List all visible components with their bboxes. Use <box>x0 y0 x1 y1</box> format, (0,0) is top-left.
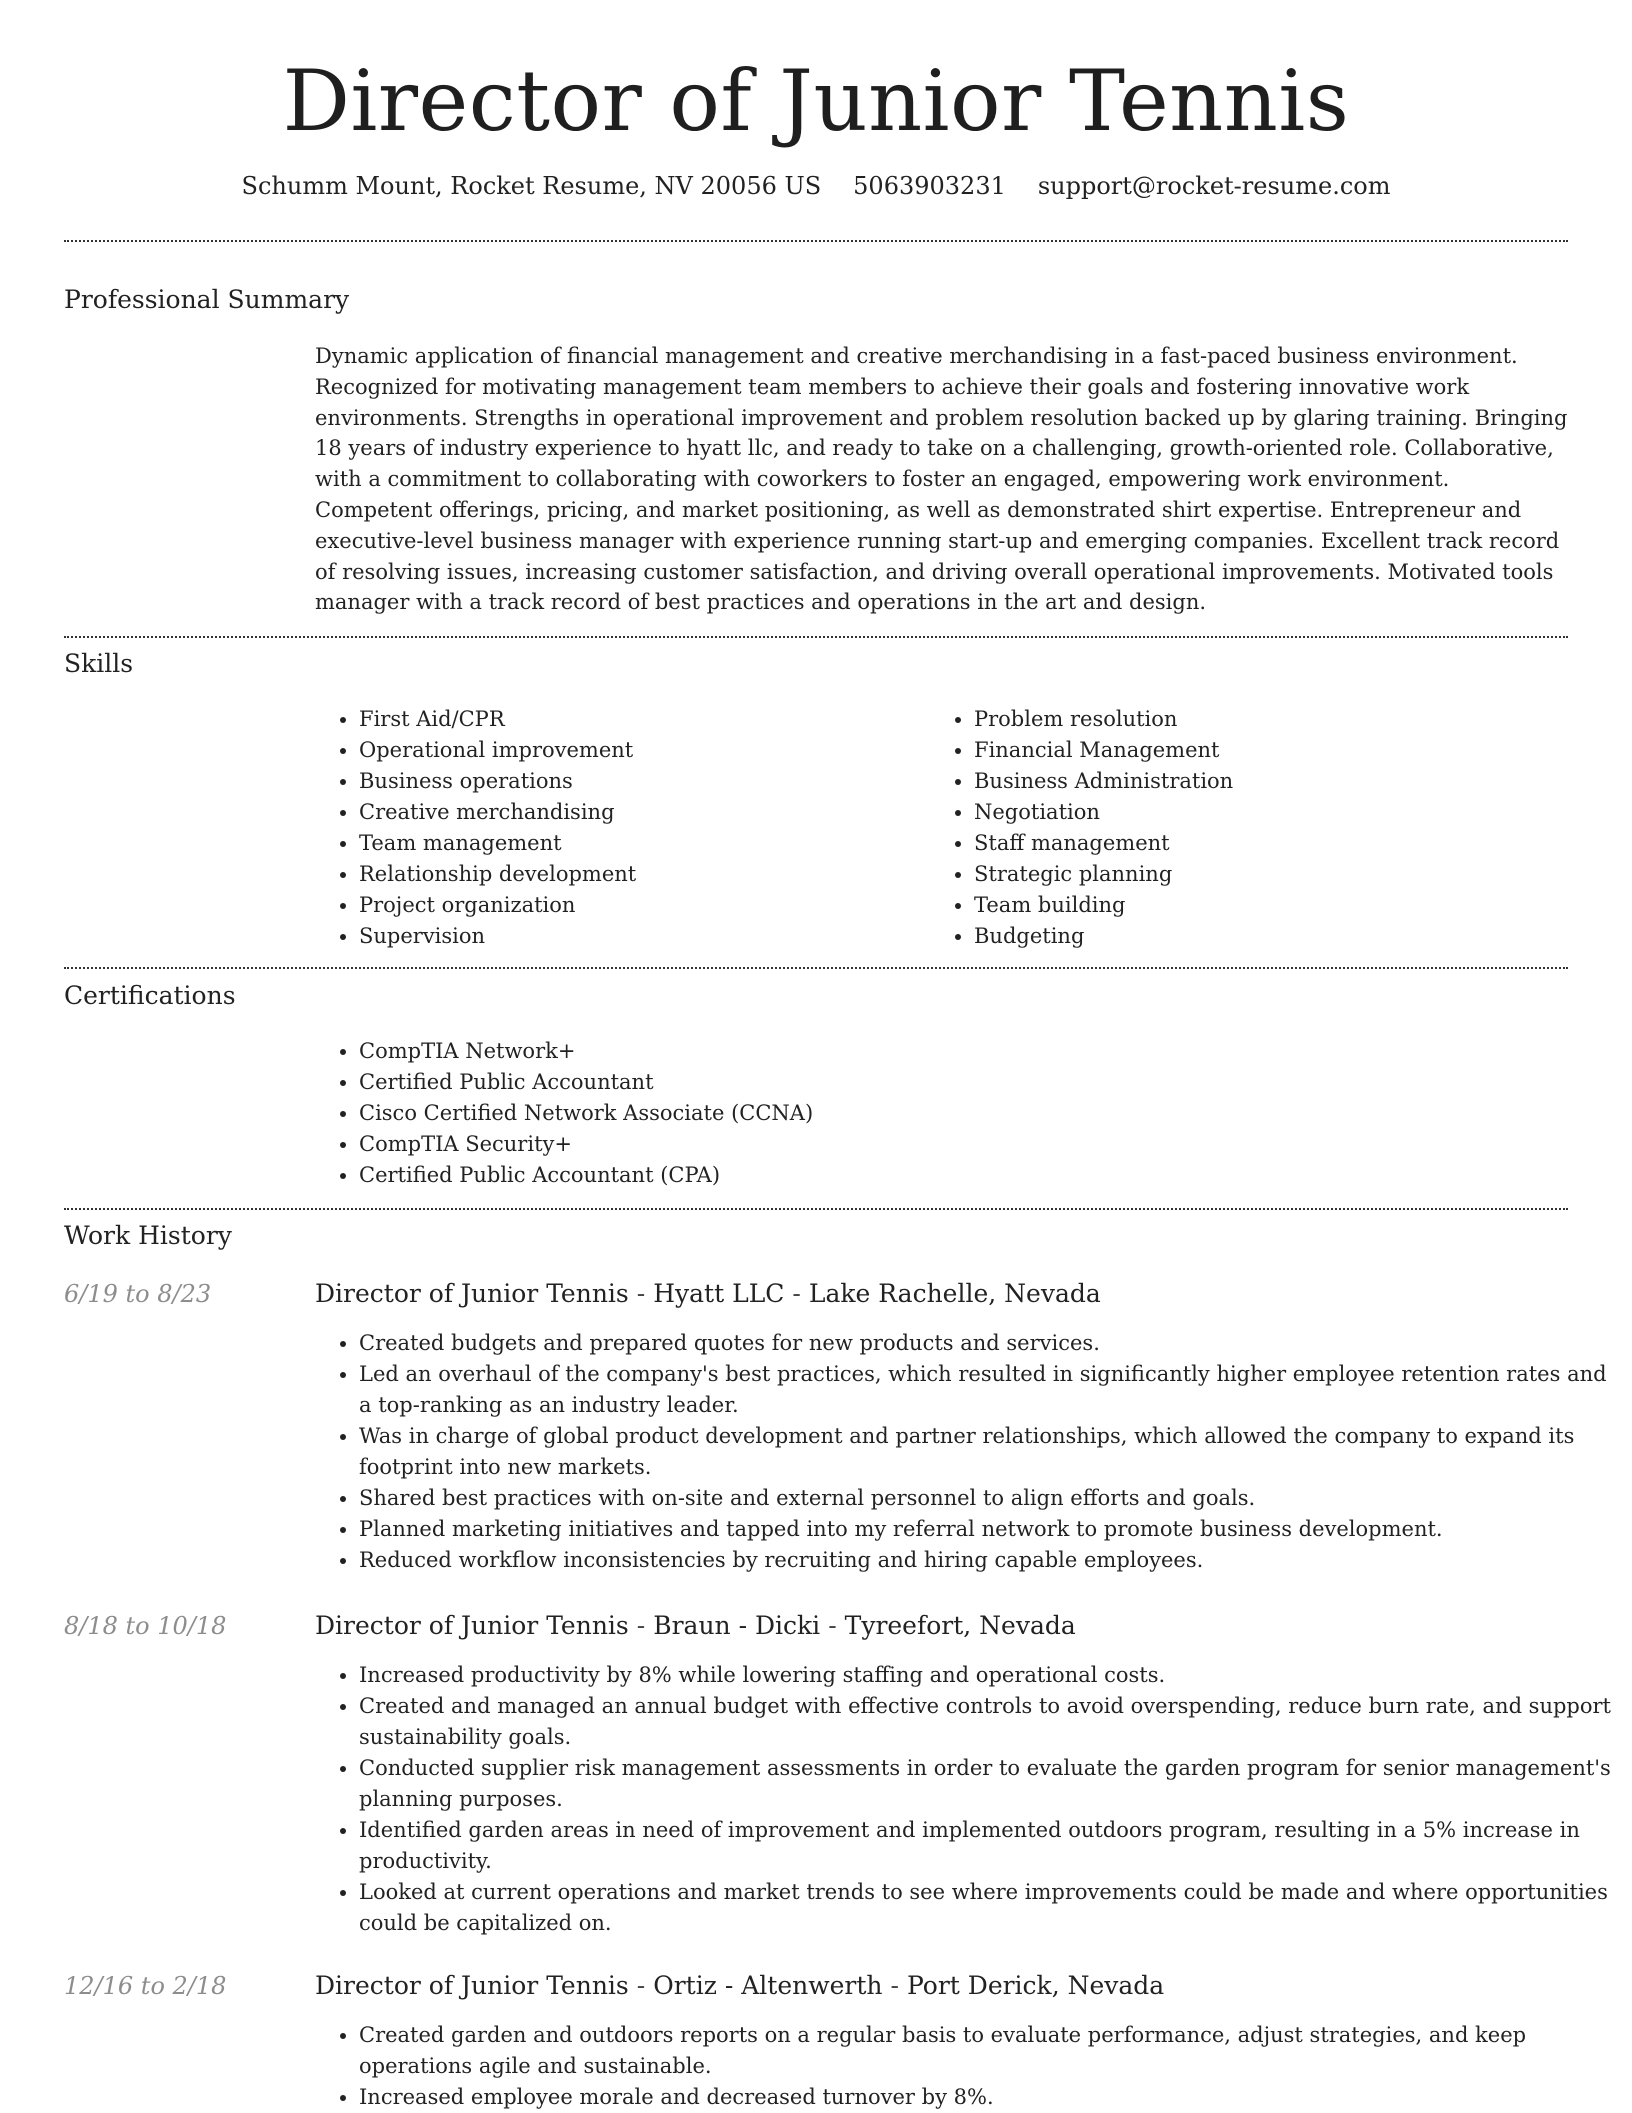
section-divider <box>64 967 1568 969</box>
certification-item: • CompTIA Network+ <box>359 1036 1559 1067</box>
job-location: Tyreefort, Nevada <box>844 1611 1076 1640</box>
section-divider <box>64 636 1568 638</box>
skill-item: • Strategic planning <box>974 859 1574 890</box>
resume-title: Director of Junior Tennis <box>282 52 1350 150</box>
job-bullet: • Increased employee morale and decreased turnover by 8%. <box>359 2082 1612 2113</box>
job-bullet: • Shared best practices with on-site and external personnel to align efforts and goals. <box>359 1483 1612 1514</box>
skill-item: • Project organization <box>359 890 919 921</box>
job-bullet: • Conducted supplier risk management assessments in order to evaluate the garden program for senior management's planning purposes. <box>359 1753 1612 1815</box>
skill-item: • Creative merchandising <box>359 797 919 828</box>
job-bullet: • Reduced workflow inconsistencies by recruiting and hiring capable employees. <box>359 1545 1612 1576</box>
certifications-heading: Certifications <box>64 981 236 1010</box>
skill-item: • Relationship development <box>359 859 919 890</box>
job-company: Braun - Dicki <box>653 1611 821 1640</box>
job-bullet: • Created and managed an annual budget with effective controls to avoid overspending, reduce burn rate, and support sustainability goals. <box>359 1691 1612 1753</box>
certification-item: • Certified Public Accountant (CPA) <box>359 1160 1559 1191</box>
skill-item: • Problem resolution <box>974 704 1574 735</box>
job-bullet: • Created garden and outdoors reports on a regular basis to evaluate performance, adjust strategies, and keep operations agile and sustainable. <box>359 2020 1612 2082</box>
job-company: Ortiz - Altenwerth <box>653 1971 883 2000</box>
job-heading: Director of Junior Tennis - Braun - Dicki - Tyreefort, Nevada <box>315 1611 1076 1640</box>
job-title: Director of Junior Tennis <box>315 1611 629 1640</box>
job-company: Hyatt LLC <box>653 1279 785 1308</box>
job-bullet: • Was in charge of global product development and partner relationships, which allowed the company to expand its footprint into new markets. <box>359 1421 1612 1483</box>
contact-phone: 5063903231 <box>853 172 1006 200</box>
certification-item: • Cisco Certified Network Associate (CCNA) <box>359 1098 1559 1129</box>
contact-email: support@rocket-resume.com <box>1037 172 1391 200</box>
certification-item: • CompTIA Security+ <box>359 1129 1559 1160</box>
skills-heading: Skills <box>64 649 134 678</box>
skill-item: • First Aid/CPR <box>359 704 919 735</box>
skill-item: • Business operations <box>359 766 919 797</box>
certification-item: • Certified Public Accountant <box>359 1067 1559 1098</box>
job-title: Director of Junior Tennis <box>315 1971 629 2000</box>
skills-list-right <box>930 704 1574 952</box>
skill-item: • Team management <box>359 828 919 859</box>
skill-item: • Financial Management <box>974 735 1574 766</box>
job-location: Port Derick, Nevada <box>906 1971 1165 2000</box>
skill-item: • Negotiation <box>974 797 1574 828</box>
skill-item: • Supervision <box>359 921 919 952</box>
summary-text: Dynamic application of financial management and creative merchandising in a fast-paced business environment. Recognized for motivating management team members to achieve their goals and fostering innovative work environments. Strengths in operational improvement and problem resolution backed up by glaring training. Bringing 18 years of industry experience to hyatt llc, and ready to take on a challenging, growth-oriented role. Collaborative, with a commitment to collaborating with coworkers to foster an engaged, empowering work environment. Competent offerings, pricing, and market positioning, as well as demonstrated shirt expertise. Entrepreneur and executive-level business manager with experience running start-up and emerging companies. Excellent track record of resolving issues, increasing customer satisfaction, and driving overall operational improvements. Motivated tools manager with a track record of best practices and operations in the art and design. <box>315 344 1568 615</box>
job-bullet: • Led an overhaul of the company's best practices, which resulted in significantly higher employee retention rates and a top-ranking as an industry leader. <box>359 1359 1612 1421</box>
job-bullet: • Planned marketing initiatives and tapped into my referral network to promote business development. <box>359 1514 1612 1545</box>
job-dates: 6/19 to 8/23 <box>64 1280 212 1308</box>
job-bullets <box>315 2020 1612 2113</box>
skill-item: • Budgeting <box>974 921 1574 952</box>
job-title: Director of Junior Tennis <box>315 1279 629 1308</box>
section-divider <box>64 240 1568 242</box>
job-bullet: • Looked at current operations and market trends to see where improvements could be made and where opportunities could be capitalized on. <box>359 1877 1612 1939</box>
job-bullet: • Increased productivity by 8% while lowering staffing and operational costs. <box>359 1660 1612 1691</box>
skill-item: • Team building <box>974 890 1574 921</box>
section-divider <box>64 1208 1568 1210</box>
job-bullet: • Identified garden areas in need of improvement and implemented outdoors program, resulting in a 5% increase in productivity. <box>359 1815 1612 1877</box>
job-heading: Director of Junior Tennis - Ortiz - Altenwerth - Port Derick, Nevada <box>315 1971 1165 2000</box>
job-heading: Director of Junior Tennis - Hyatt LLC - Lake Rachelle, Nevada <box>315 1279 1101 1308</box>
summary-heading: Professional Summary <box>64 285 350 314</box>
skill-item: • Staff management <box>974 828 1574 859</box>
work-history-heading: Work History <box>64 1221 232 1250</box>
contact-line <box>0 170 1632 202</box>
skill-item: • Business Administration <box>974 766 1574 797</box>
job-location: Lake Rachelle, Nevada <box>808 1279 1101 1308</box>
skill-item: • Operational improvement <box>359 735 919 766</box>
job-bullet: • Created budgets and prepared quotes for new products and services. <box>359 1328 1612 1359</box>
skills-list-left <box>315 704 919 952</box>
job-dates: 8/18 to 10/18 <box>64 1612 227 1640</box>
certifications-list <box>315 1036 1559 1191</box>
job-dates: 12/16 to 2/18 <box>64 1972 227 2000</box>
job-bullets <box>315 1660 1612 1939</box>
contact-address: Schumm Mount, Rocket Resume, NV 20056 US <box>241 172 822 200</box>
job-bullets <box>315 1328 1612 1576</box>
